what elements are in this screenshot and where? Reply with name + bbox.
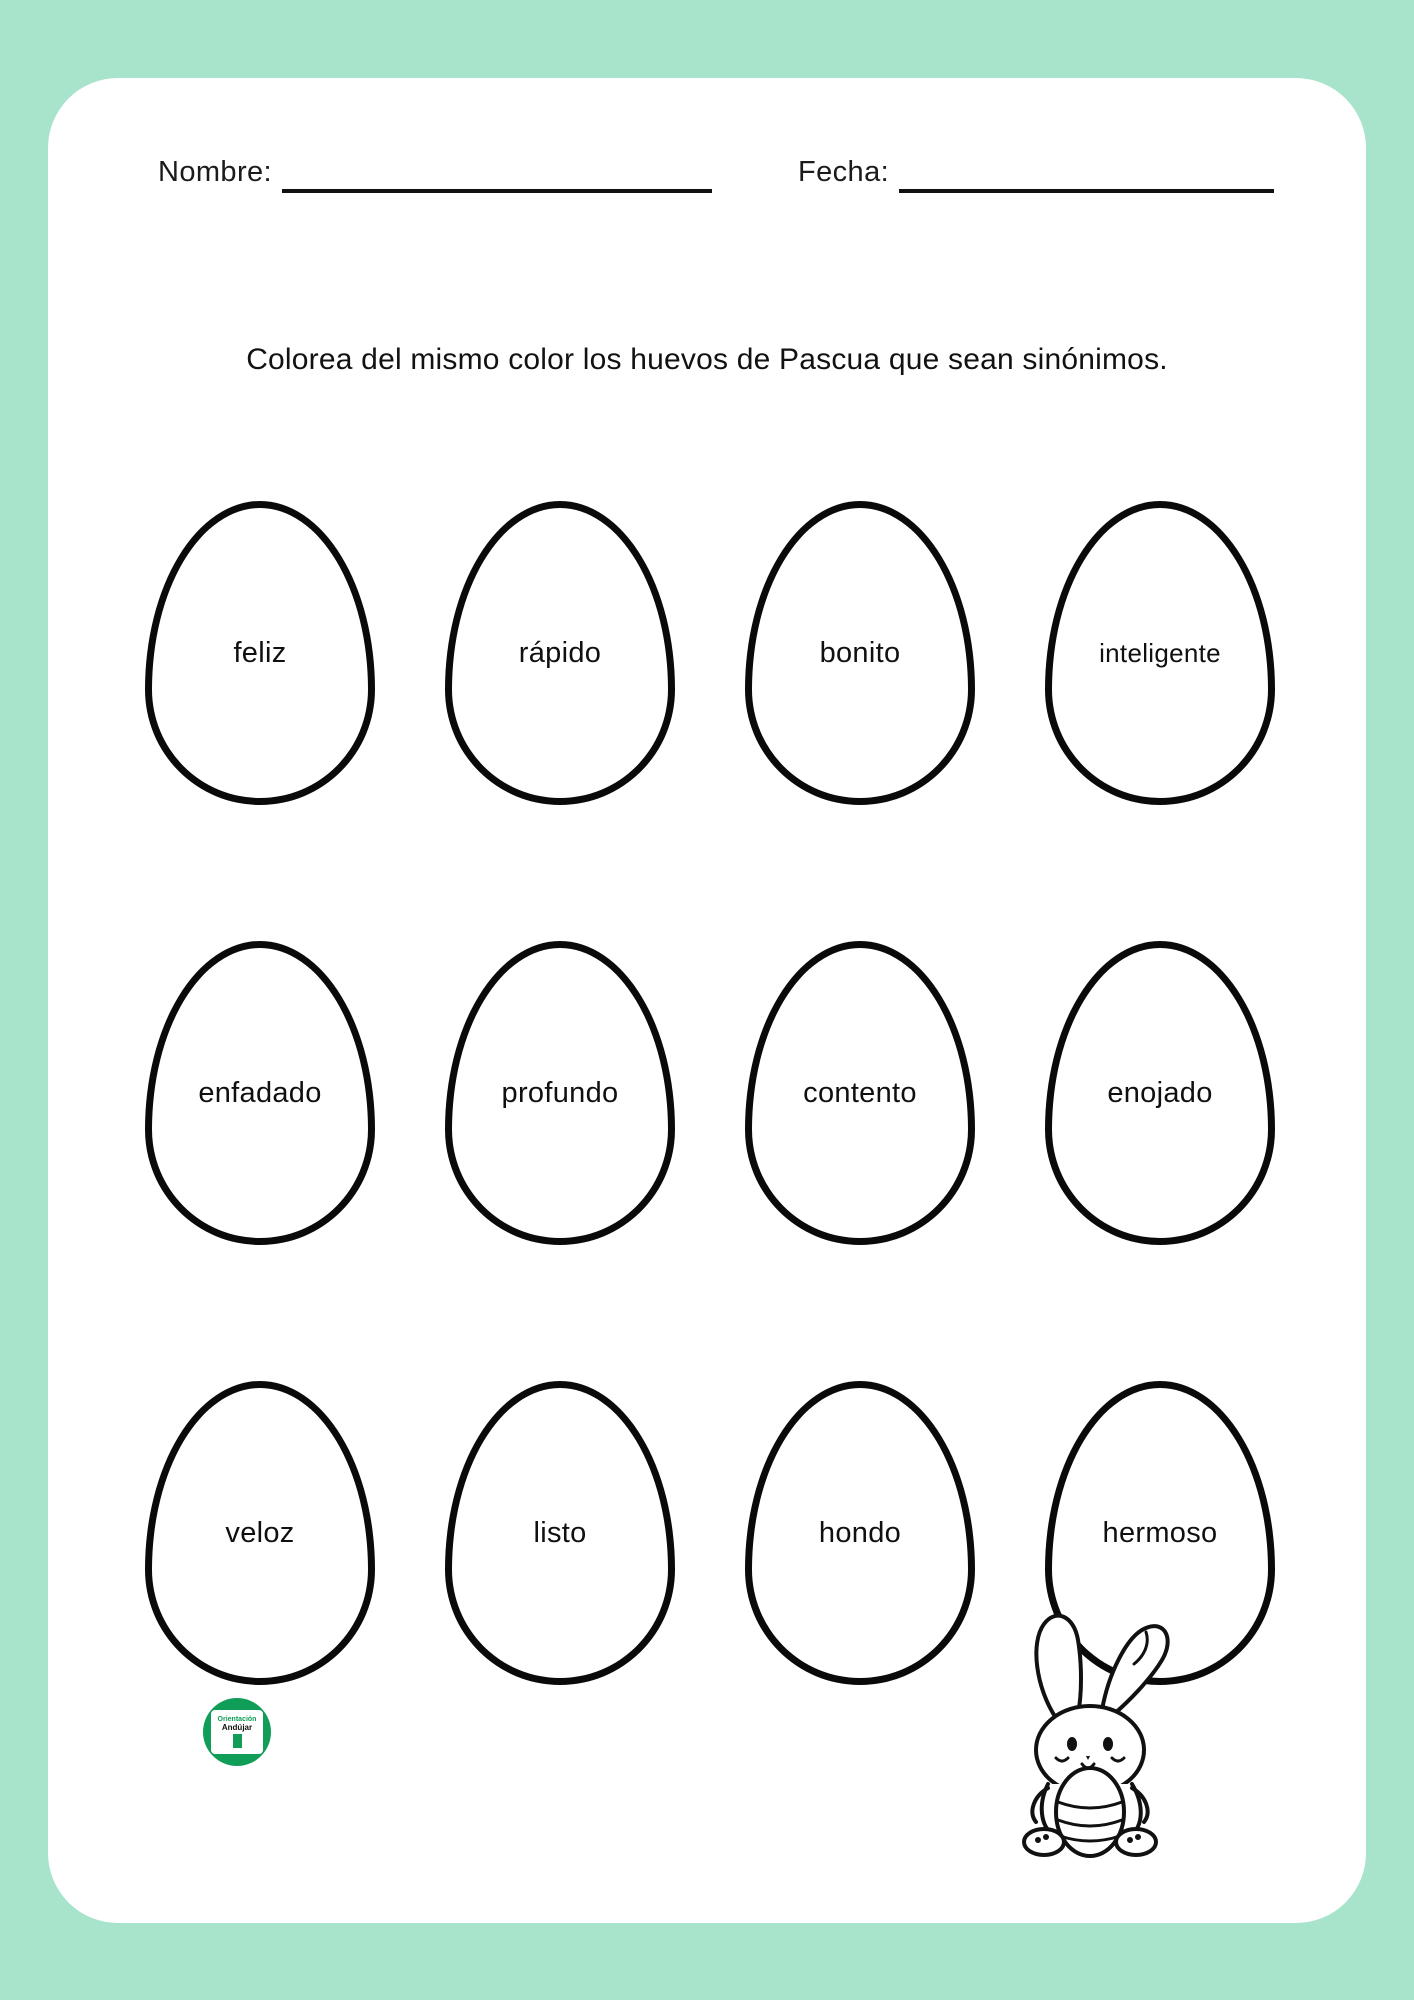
egg-word: hermoso <box>1102 1516 1218 1549</box>
egg-cell <box>410 873 710 1313</box>
date-input-line[interactable] <box>899 188 1274 193</box>
date-field[interactable] <box>798 158 1274 193</box>
name-label: Nombre: <box>158 156 272 188</box>
egg-word: inteligente <box>1099 637 1221 668</box>
logo-inner <box>211 1710 263 1754</box>
egg-cell <box>410 1313 710 1753</box>
egg-word: listo <box>533 1516 587 1549</box>
egg-cell <box>710 433 1010 873</box>
worksheet-page <box>48 78 1366 1923</box>
egg-shape[interactable] <box>145 501 375 805</box>
egg-shape[interactable] <box>145 1381 375 1685</box>
egg-shape[interactable] <box>745 941 975 1245</box>
egg-word: contento <box>803 1076 917 1109</box>
logo-line1: Orientación <box>217 1716 257 1723</box>
egg-word: feliz <box>233 636 287 669</box>
egg-shape[interactable] <box>745 1381 975 1685</box>
name-field[interactable] <box>158 158 712 193</box>
instruction-text: Colorea del mismo color los huevos de Pascua que sean sinónimos. <box>246 343 1168 376</box>
egg-cell <box>710 873 1010 1313</box>
worksheet-header <box>48 158 1366 218</box>
egg-cell <box>1010 873 1310 1313</box>
bunny-illustration <box>978 1598 1198 1858</box>
egg-word: enfadado <box>198 1076 322 1109</box>
name-input-line[interactable] <box>282 188 712 193</box>
date-label: Fecha: <box>798 156 890 188</box>
egg-shape[interactable] <box>445 501 675 805</box>
egg-word: veloz <box>225 1516 295 1549</box>
egg-grid <box>110 433 1310 1753</box>
egg-word: enojado <box>1107 1076 1213 1109</box>
egg-cell <box>1010 433 1310 873</box>
orientacion-andujar-logo <box>203 1698 271 1766</box>
egg-cell <box>410 433 710 873</box>
egg-shape[interactable] <box>1045 941 1275 1245</box>
pencil-icon <box>233 1734 242 1748</box>
egg-cell <box>710 1313 1010 1753</box>
egg-cell <box>110 1313 410 1753</box>
egg-shape[interactable] <box>445 941 675 1245</box>
egg-word: rápido <box>518 636 602 669</box>
egg-cell <box>110 873 410 1313</box>
egg-shape[interactable] <box>145 941 375 1245</box>
egg-shape[interactable] <box>1045 501 1275 805</box>
egg-word: profundo <box>501 1076 619 1109</box>
egg-shape[interactable] <box>445 1381 675 1685</box>
egg-word: bonito <box>819 636 901 669</box>
egg-cell <box>110 433 410 873</box>
logo-line2: Andújar <box>221 1723 253 1732</box>
egg-shape[interactable] <box>745 501 975 805</box>
egg-word: hondo <box>818 1516 902 1549</box>
